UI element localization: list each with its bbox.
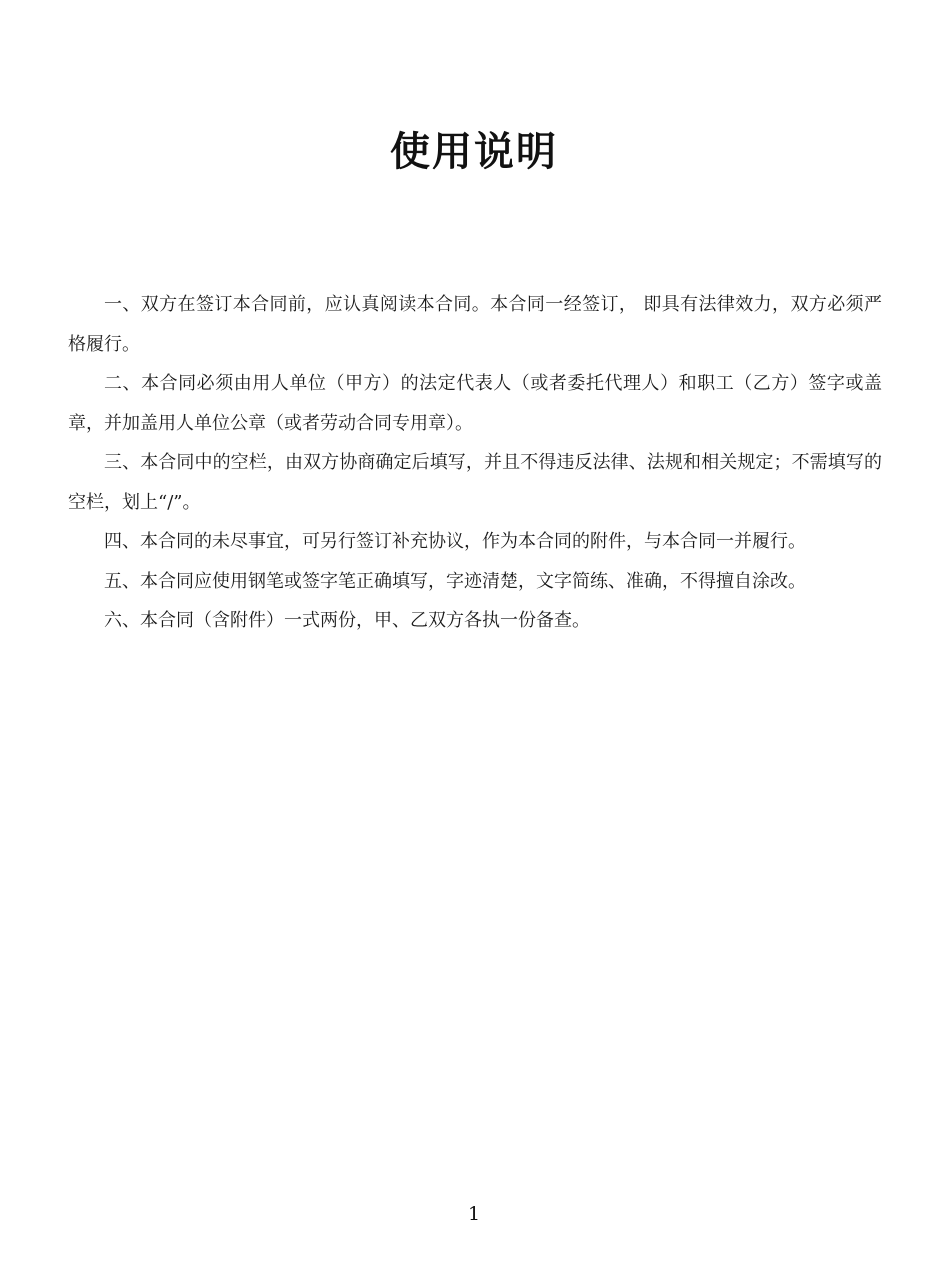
instruction-paragraph-2: 二、本合同必须由用人单位（甲方）的法定代表人（或者委托代理人）和职工（乙方）签字或盖章，并加盖用人单位公章（或者劳动合同专用章）。	[68, 373, 882, 434]
page-number: 1	[467, 1203, 481, 1225]
instruction-paragraph-1: 一、双方在签订本合同前，应认真阅读本合同。本合同一经签订， 即具有法律效力，双方必须严格履行。	[68, 294, 882, 355]
instruction-paragraph-3: 三、本合同中的空栏，由双方协商确定后填写，并且不得违反法律、法规和相关规定；不需填写的空栏，划上“/”。	[68, 452, 882, 513]
instruction-paragraph-6: 六、本合同（含附件）一式两份，甲、乙双方各执一份备查。	[104, 610, 590, 631]
page-title: 使用说明	[390, 129, 558, 175]
instruction-paragraph-4: 四、本合同的未尽事宜，可另行签订补充协议，作为本合同的附件，与本合同一并履行。	[104, 531, 806, 552]
instructions-body	[68, 285, 882, 641]
instruction-paragraph-5: 五、本合同应使用钢笔或签字笔正确填写，字迹清楚，文字简练、准确，不得擅自涂改。	[104, 570, 806, 592]
